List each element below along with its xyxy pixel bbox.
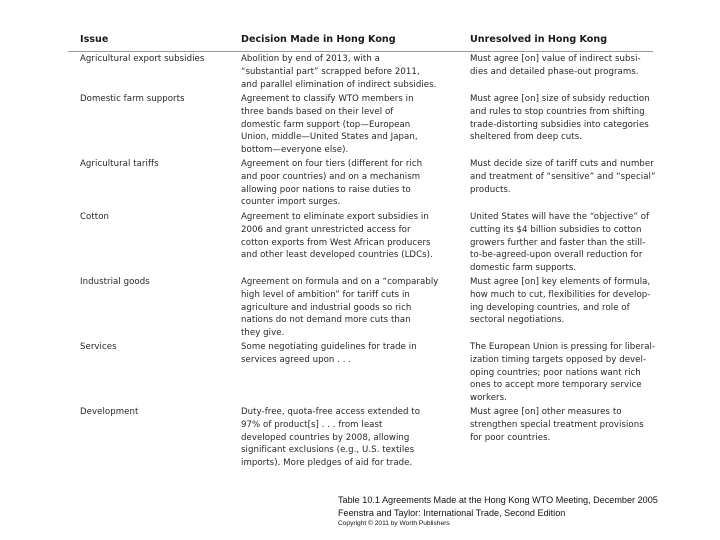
- row-industrial-goods-issue: Industrial goods: [80, 277, 150, 287]
- table-caption: [338, 494, 658, 519]
- header-issue: Issue: [80, 34, 109, 45]
- row-agricultural-tariffs-decision: Agreement on four tiers (different for rich and poor countries) and on a mechanism allowing poor nations to raise duties to counter import surges.: [241, 159, 423, 208]
- row-cotton-decision: Agreement to eliminate export subsidies in 2006 and grant unrestricted access for cotton exports from West African producers and other least developed countries (LDCs).: [241, 212, 433, 261]
- row-cotton-issue: Cotton: [80, 212, 110, 222]
- header-decision: Decision Made in Hong Kong: [241, 34, 396, 45]
- row-development-issue: Development: [80, 407, 139, 417]
- row-services-unresolved: The European Union is pressing for liberal- ization timing targets opposed by devel- oping countries; poor nations want rich ones to accept more temporary service workers.: [470, 342, 656, 404]
- copyright-notice: Copyright © 2011 by Worth Publishers: [338, 520, 450, 527]
- header-unresolved: Unresolved in Hong Kong: [470, 34, 608, 45]
- row-industrial-goods-unresolved: Must agree [on] key elements of formula, how much to cut, flexibilities for develop- ing developing countries, and role of sectoral negotiations.: [470, 277, 651, 326]
- row-agricultural-tariffs-unresolved: Must decide size of tariff cuts and number and treatment of “sensitive” and “special” products.: [470, 159, 656, 195]
- row-domestic-farm-supports-issue: Domestic farm supports: [80, 94, 185, 104]
- row-domestic-farm-supports-unresolved: Must agree [on] size of subsidy reduction and rules to stop countries from shifting trade-distorting subsidies into categories sheltered from deep cuts.: [470, 94, 650, 143]
- row-agricultural-export-subsidies-unresolved: Must agree [on] value of indirect subsi- dies and detailed phase-out programs.: [470, 54, 641, 77]
- header-rule: [68, 51, 653, 52]
- caption-title: Table 10.1 Agreements Made at the Hong Kong WTO Meeting, December 2005: [338, 495, 658, 505]
- row-domestic-farm-supports-decision: Agreement to classify WTO members in three bands based on their level of domestic farm support (top—European Union, middle—United States and Japan, bottom—everyone else).: [241, 94, 418, 156]
- row-services-decision: Some negotiating guidelines for trade in services agreed upon . . .: [241, 342, 417, 365]
- row-agricultural-export-subsidies-decision: Abolition by end of 2013, with a “substantial part” scrapped before 2011, and parallel elimination of indirect subsidies.: [241, 54, 437, 90]
- row-cotton-unresolved: United States will have the “objective” of cutting its $4 billion subsidies to cotton growers further and faster than the still- to-be-agreed-upon overall reduction for domestic farm supports.: [470, 212, 650, 274]
- row-development-decision: Duty-free, quota-free access extended to 97% of product[s] . . . from least developed countries by 2008, allowing significant exclusions (e.g., U.S. textiles imports). More pledges of aid for trade.: [241, 407, 421, 469]
- row-development-unresolved: Must agree [on] other measures to strengthen special treatment provisions for poor countries.: [470, 407, 644, 443]
- caption-source: Feenstra and Taylor: International Trade, Second Edition: [338, 507, 566, 518]
- row-industrial-goods-decision: Agreement on formula and on a “comparably high level of ambition” for tariff cuts in agriculture and industrial goods so rich nations do not demand more cuts than they give.: [241, 277, 439, 339]
- row-services-issue: Services: [80, 342, 117, 352]
- row-agricultural-tariffs-issue: Agricultural tariffs: [80, 159, 159, 169]
- row-agricultural-export-subsidies-issue: Agricultural export subsidies: [80, 54, 205, 64]
